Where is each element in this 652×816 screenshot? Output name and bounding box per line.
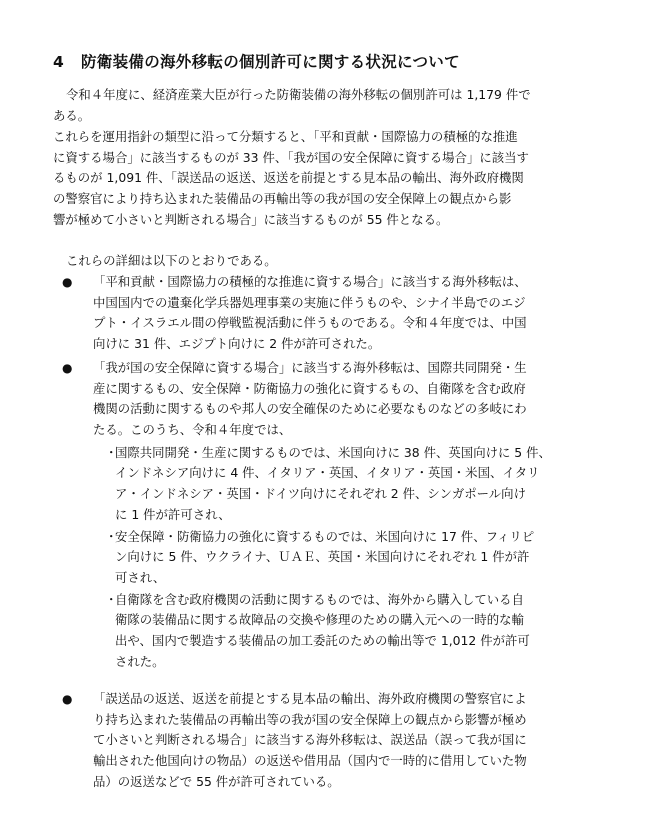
- section-heading: [53, 50, 613, 72]
- sub-bullet-icon: ・: [105, 528, 118, 544]
- details-intro: [53, 251, 613, 272]
- sub-bullet-line: 安全保障・防衛協力の強化に資するものでは、米国向けに 17 件、フィリピ: [115, 528, 535, 544]
- bullet-line: 中国国内での遺棄化学兵器処理事業の実施に伴うものや、シナイ半島でのエジ: [93, 294, 526, 310]
- bullet-icon: ●: [62, 361, 73, 375]
- sub-bullet-line: 自衛隊を含む政府機関の活動に関するものでは、海外から購入している自: [115, 591, 524, 607]
- sub-item-security-cooperation: [53, 527, 613, 589]
- sub-bullet-line: ア・インドネシア・英国・ドイツ向けにそれぞれ 2 件、シンガポール向け: [115, 486, 526, 502]
- sub-bullet-line: された。: [115, 653, 165, 669]
- bullet-line: 機関の活動に関するものや邦人の安全確保のために必要なものなどの多岐にわ: [93, 401, 527, 417]
- bullet-line: 産に関するもの、安全保障・防衛協力の強化に資するもの、自衛隊を含む政府: [93, 380, 526, 396]
- bullet-item-minimal-impact: [53, 689, 613, 792]
- section-title: 防衛装備の海外移転の個別許可に関する状況について: [81, 53, 460, 71]
- classification-paragraph: [53, 127, 613, 230]
- bullet-line: 向けに 31 件、エジプト向けに 2 件が許可された。: [93, 336, 381, 352]
- bullet-item-peace-contribution: [53, 272, 613, 355]
- bullet-icon: ●: [62, 692, 73, 706]
- details-intro-line: これらの詳細は以下のとおりである。: [66, 253, 277, 268]
- intro-line: 令和４年度に、経済産業大臣が行った防衛装備の海外移転の個別許可は 1,179 件で: [66, 87, 531, 102]
- intro-line: ある。: [53, 107, 91, 123]
- sub-bullet-line: に 1 件が許可され、: [115, 506, 231, 522]
- sub-item-government-activities: [53, 590, 613, 673]
- sub-bullet-line: 国際共同開発・生産に関するものでは、米国向けに 38 件、英国向けに 5 件、: [115, 444, 551, 460]
- bullet-item-national-security: [53, 358, 613, 672]
- bullet-line: 輸出された他国向けの物品）の返送や借用品（国内で一時的に借用していた物: [93, 753, 527, 769]
- sub-bullet-line: 可され、: [115, 569, 166, 585]
- bullet-line: プト・イスラエル間の停戦監視活動に伴うものである。令和４年度では、中国: [93, 315, 527, 331]
- bullet-line: 「誤送品の返送、返送を前提とする見本品の輸出、海外政府機関の警察官によ: [93, 691, 527, 706]
- classification-line: るものが 1,091 件、「誤送品の返送、返送を前提とする見本品の輸出、海外政府機関: [53, 170, 524, 186]
- section-number: 4: [53, 53, 65, 71]
- sub-bullet-line: インドネシア向けに 4 件、イタリア・英国、イタリア・英国・米国、イタリ: [115, 465, 540, 481]
- classification-line: の警察官により持ち込まれた装備品の再輸出等の我が国の安全保障上の観点から影: [53, 191, 512, 207]
- bullet-line: たる。このうち、令和４年度では、: [93, 422, 292, 438]
- bullet-line: り持ち込まれた装備品の再輸出等の我が国の安全保障上の観点から影響が極め: [93, 711, 527, 727]
- sub-bullet-line: ン向けに 5 件、ウクライナ、ＵＡＥ、英国・米国向けにそれぞれ 1 件が許: [115, 549, 530, 565]
- sub-bullet-icon: ・: [105, 444, 118, 460]
- classification-line: に資する場合」に該当するものが 33 件、「我が国の安全保障に資する場合」に該当す: [53, 149, 529, 165]
- sub-bullet-line: 出や、国内で製造する装備品の加工委託のための輸出等で 1,012 件が許可: [115, 632, 530, 648]
- classification-line: これらを運用指針の類型に沿って分類すると、「平和貢献・国際協力の積極的な推進: [53, 129, 518, 144]
- bullet-line: 「我が国の安全保障に資する場合」に該当する海外移転は、国際共同開発・生: [93, 360, 527, 375]
- intro-paragraph: [53, 85, 613, 126]
- bullet-line: 「平和貢献・国際協力の積極的な推進に資する場合」に該当する海外移転は、: [93, 274, 527, 289]
- sub-bullet-icon: ・: [105, 591, 118, 607]
- bullet-line: て小さいと判断される場合」に該当する海外移転は、誤送品（誤って我が国に: [93, 732, 527, 748]
- classification-line: 響が極めて小さいと判断される場合」に該当するものが 55 件となる。: [53, 211, 449, 227]
- sub-bullet-line: 衛隊の装備品に関する故障品の交換や修理のための購入元への一時的な輸: [115, 612, 524, 628]
- bullet-icon: ●: [62, 275, 73, 289]
- bullet-line: 品）の返送などで 55 件が許可されている。: [93, 773, 340, 789]
- sub-item-joint-development: [53, 443, 613, 526]
